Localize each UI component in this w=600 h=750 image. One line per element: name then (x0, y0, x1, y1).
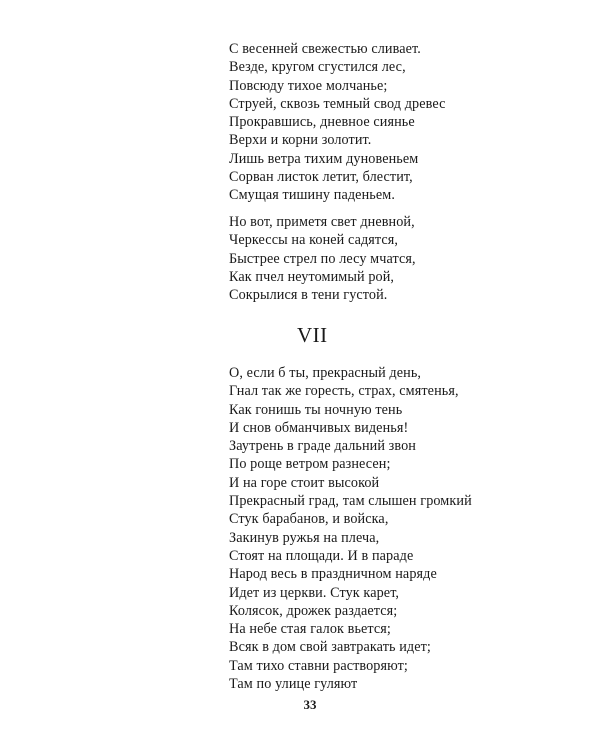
poem-line: Народ весь в праздничном наряде (229, 566, 437, 583)
poem-line: О, если б ты, прекрасный день, (229, 365, 422, 381)
poem-line: Черкессы на коней садятся, (229, 232, 399, 249)
poem-line: Сорван листок летит, блестит, (229, 169, 413, 186)
poem-line: И на горе стоит высокой (229, 474, 380, 491)
poem-line: Там по улице гуляют (229, 676, 358, 693)
poem-line: Лишь ветра тихим дуновеньем (229, 150, 419, 167)
stanza-1 (229, 40, 446, 205)
poem-line: И снов обманчивых виденья! (229, 419, 409, 436)
poem-line: С весенней свежестью сливает. (229, 41, 421, 57)
poem-line: Стоят на площади. И в параде (229, 547, 414, 564)
poem-line: Прокравшись, дневное сиянье (229, 114, 415, 131)
poem-line: Там тихо ставни растворяют; (229, 657, 408, 674)
poem-line: Как гонишь ты ночную тень (229, 401, 403, 418)
poem-line: Смущая тишину паденьем. (229, 187, 395, 204)
poem-line: Идет из церкви. Стук карет, (229, 584, 400, 601)
poem-line: Струей, сквозь темный свод древес (229, 95, 446, 112)
poem-line: Заутрень в граде дальний звон (229, 438, 416, 455)
page-number: 33 (303, 697, 317, 712)
poem-line: Сокрылися в тени густой. (229, 287, 388, 304)
poem-line: Как пчел неутомимый рой, (229, 268, 395, 285)
poem-line: Прекрасный град, там слышен громкий (229, 493, 472, 510)
poem-line: Всяк в дом свой завтракать идет; (229, 639, 431, 656)
section-heading: VII (297, 323, 328, 347)
poem-line: Гнал так же горесть, страх, смятенья, (229, 383, 459, 400)
poem-line: Закинув ружья на плеча, (229, 529, 380, 546)
poem-line: На небе стая галок вьется; (229, 621, 391, 638)
poem-line: Стук барабанов, и войска, (229, 511, 389, 528)
poem-line: Верхи и корни золотит. (229, 132, 372, 149)
poem-line: Везде, кругом сгустился лес, (229, 59, 406, 76)
stanza-2 (229, 213, 416, 304)
poem-line: Быстрее стрел по лесу мчатся, (229, 250, 416, 267)
poem-line: Но вот, приметя свет дневной, (229, 214, 415, 230)
poem-line: Колясок, дрожек раздается; (229, 602, 398, 619)
poem-line: Повсюду тихое молчанье; (229, 77, 388, 94)
stanza-3 (229, 364, 472, 693)
poem-line: По роще ветром разнесен; (229, 456, 391, 473)
